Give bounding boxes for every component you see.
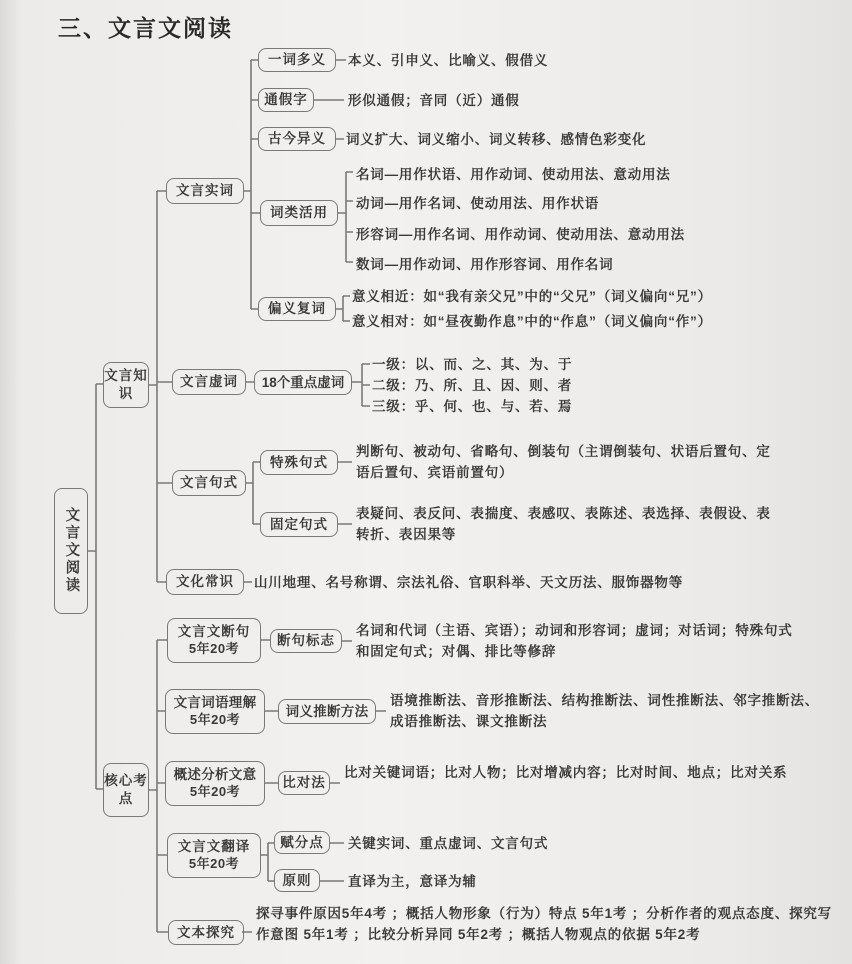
leaf-yici-duoyi-text: 本义、引申义、比喻义、假借义 xyxy=(348,53,549,68)
duanju-label: 文言文断句 xyxy=(177,624,251,640)
leaf-tanjiu-text: 探寻事件原因5年4考 ；概括人物形象（行为）特点 5年1考 ；分析作者的观点态度、探究写作意图 5年1考 ；比较分析异同 5年2考 ；概括人物观点的依据 5年2考 xyxy=(256,906,832,942)
fanyi-sub: 5年20考 xyxy=(188,855,240,871)
node-pianyi-fuci: 偏义复词 xyxy=(258,297,336,321)
node-biduifa: 比对法 xyxy=(278,771,330,795)
node-wenhua-changshi: 文化常识 xyxy=(166,569,244,595)
leaf-gujin-yiyi-text: 词义扩大、词义缩小、词义转移、感情色彩变化 xyxy=(346,132,647,147)
node-wenben-tanjiu: 文本探究 xyxy=(168,920,244,945)
leaf-guding-jushi-text: 表疑问、表反问、表揣度、表感叹、表陈述、表选择、表假设、表转折、表因果等 xyxy=(356,506,771,542)
leaf-duanju-text: 名词和代词（主语、宾语）；动词和形容词；虚词；对话词；特殊句式和固定句式；对偶、排比等修辞 xyxy=(356,623,793,659)
node-ciyu-lijie xyxy=(165,689,265,734)
leaf-tongjiazi-text: 形似通假；音同（近）通假 xyxy=(348,93,520,108)
node-guding-jushi: 固定句式 xyxy=(260,512,338,537)
wenyi-label: 概述分析文意 xyxy=(173,767,257,783)
leaf-xuci-sanji: 三级：乎、何、也、与、若、焉 xyxy=(372,399,573,414)
node-cilei-huoyong: 词类活用 xyxy=(260,200,338,226)
node-18-xuci: 18个重点虚词 xyxy=(254,370,352,395)
leaf-pianyi-xiangjin: 意义相近：如“我有亲父兄”中的“父兄”（词义偏向“兄”） xyxy=(352,289,712,304)
node-wenyan-shici: 文言实词 xyxy=(166,178,244,204)
page-title: 三、文言文阅读 xyxy=(58,15,233,41)
ciyu-label: 文言词语理解 xyxy=(173,695,257,711)
leaf-xuci-yiji: 一级：以、而、之、其、为、于 xyxy=(372,357,573,372)
node-teshu-jushi: 特殊句式 xyxy=(260,450,338,475)
fanyi-label: 文言文翻译 xyxy=(177,839,251,855)
node-ciyi-tuiduan: 词义推断方法 xyxy=(278,699,376,724)
wenyi-sub: 5年20考 xyxy=(189,783,241,799)
leaf-huoyong-shuci: 数词—用作动词、用作形容词、用作名词 xyxy=(356,257,614,272)
node-yuanze: 原则 xyxy=(274,869,320,892)
node-duanju-biaozhi: 断句标志 xyxy=(270,629,342,653)
node-hexin-kaodian: 核心考点 xyxy=(103,763,149,817)
node-wenyan-jushi: 文言句式 xyxy=(172,470,246,496)
leaf-fufendian-text: 关键实词、重点虚词、文言句式 xyxy=(348,836,549,851)
leaf-huoyong-mingci: 名词—用作状语、用作动词、使动用法、意动用法 xyxy=(356,167,671,182)
leaf-ciyu-text: 语境推断法、音形推断法、结构推断法、词性推断法、邻字推断法、成语推断法、课文推断法 xyxy=(390,693,819,729)
leaf-teshu-jushi-text: 判断句、被动句、省略句、倒装句（主谓倒装句、状语后置句、定语后置句、宾语前置句） xyxy=(356,444,771,480)
node-fenxi-wenyi xyxy=(165,761,265,806)
leaf-wenyi-text: 比对关键词语；比对人物；比对增减内容；比对时间、地点；比对关系 xyxy=(344,765,788,780)
node-wenyan-xuci: 文言虚词 xyxy=(172,369,246,395)
node-wenyan-zhishi: 文言知识 xyxy=(103,362,149,408)
leaf-huoyong-dongci: 动词—用作名词、使动用法、用作状语 xyxy=(356,196,600,211)
leaf-pianyi-xiangdui: 意义相对：如“昼夜勤作息”中的“作息”（词义偏向“作”） xyxy=(352,314,712,329)
ciyu-sub: 5年20考 xyxy=(189,711,241,727)
duanju-sub: 5年20考 xyxy=(188,640,240,656)
leaf-xuci-erji: 二级：乃、所、且、因、则、者 xyxy=(372,378,573,393)
node-tongjiazi: 通假字 xyxy=(258,88,314,112)
node-root: 文言文阅读 xyxy=(54,488,88,614)
leaf-yuanze-text: 直译为主，意译为辅 xyxy=(348,874,477,889)
node-duanju xyxy=(167,618,261,663)
leaf-wenhua-text: 山川地理、名号称谓、宗法礼俗、官职科举、天文历法、服饰器物等 xyxy=(254,575,683,590)
leaf-huoyong-xingrongci: 形容词—用作名词、用作动词、使动用法、意动用法 xyxy=(356,227,685,242)
node-fanyi xyxy=(167,833,261,878)
node-yici-duoyi: 一词多义 xyxy=(258,48,336,72)
node-gujin-yiyi: 古今异义 xyxy=(258,127,336,151)
node-fufendian: 赋分点 xyxy=(274,831,330,854)
